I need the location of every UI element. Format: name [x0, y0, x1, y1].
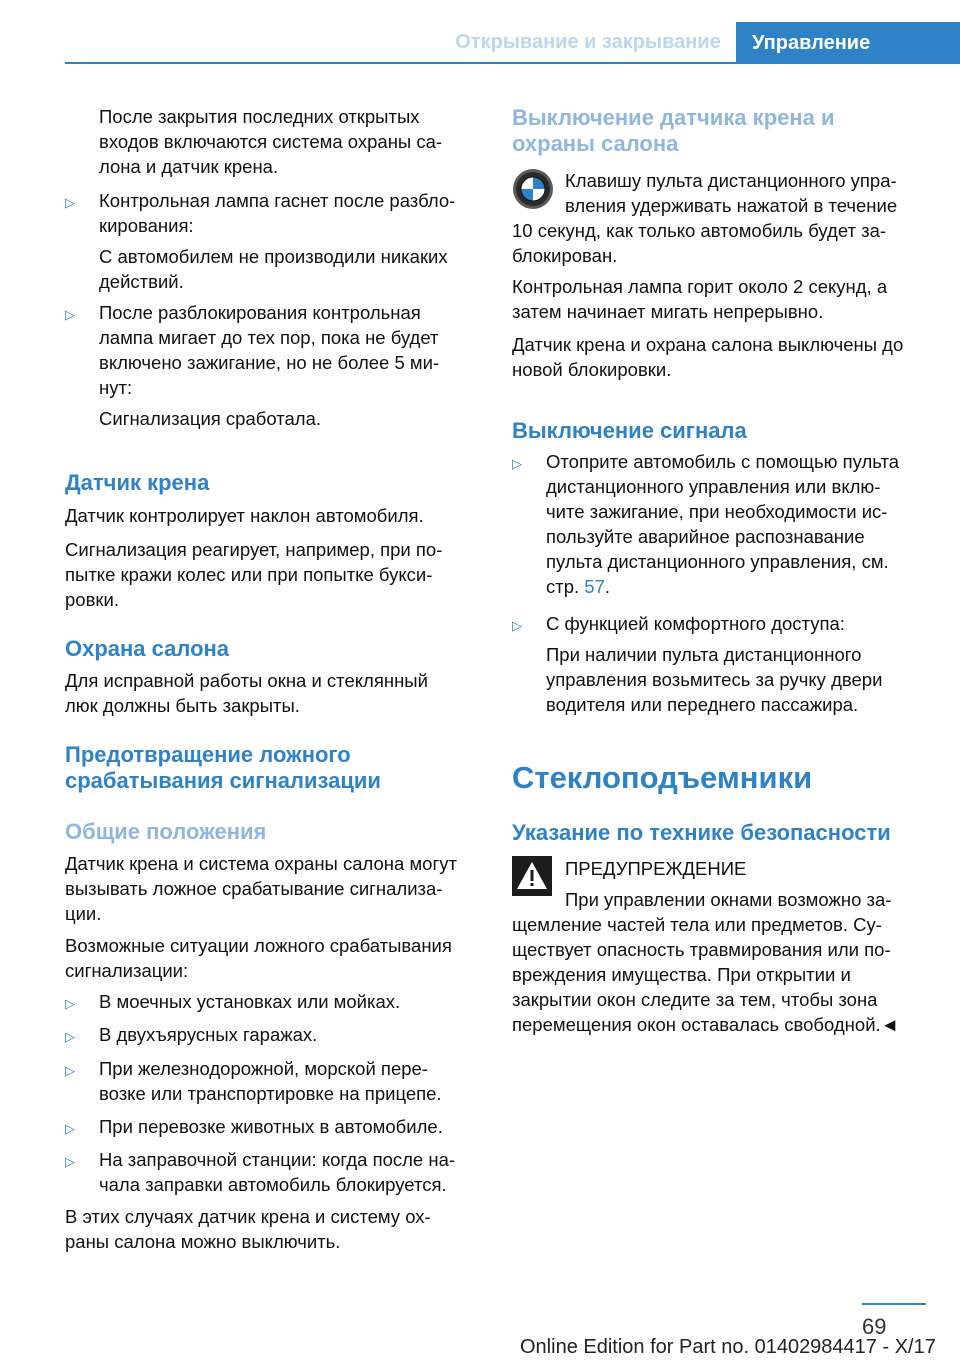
text-line: В этих случаях датчик крена и систему ох-: [65, 1206, 431, 1227]
text-line: С автомобилем не производили никаких: [99, 246, 448, 267]
text-line: При железнодорожной, морской пере-: [99, 1058, 428, 1079]
text-line: лампа мигает до тех пор, пока не будет: [99, 327, 439, 348]
text-line: [546, 574, 899, 599]
text-line: ровки.: [65, 589, 119, 610]
bullet-icon: ▷: [512, 456, 522, 471]
disable-paragraph-2: [512, 274, 887, 324]
text-line: После закрытия последних открытых: [99, 106, 420, 127]
bullet-icon: ▷: [512, 618, 522, 633]
text-line: Отоприте автомобиль с помощью пульта: [546, 451, 900, 472]
text-line: Датчик крена и охрана салона выключены до: [512, 334, 904, 355]
text-line: чала заправки автомобиль блокируется.: [99, 1174, 447, 1195]
bmw-logo-icon: [512, 168, 554, 210]
bullet-lamp-off: [99, 188, 455, 238]
cabin-paragraph: [65, 668, 428, 718]
warning-title: ПРЕДУПРЕЖДЕНИЕ: [565, 858, 747, 879]
general-heading: Общие положения: [65, 819, 267, 844]
bullet-lamp-blink-sub: Сигнализация сработала.: [99, 408, 322, 429]
text-line: Предотвращение ложного: [65, 742, 351, 767]
disable-paragraph-1b: [512, 218, 886, 268]
bullet-icon: ▷: [65, 1121, 75, 1136]
text-line: Возможные ситуации ложного срабатывания: [65, 935, 452, 956]
header-chapter-tab[interactable]: Управление: [736, 22, 960, 64]
text-line: Выключение датчика крена и: [512, 105, 835, 130]
page-number: 69: [862, 1314, 887, 1339]
bullet-icon: ▷: [65, 1029, 75, 1044]
false-alarm-heading: [65, 742, 381, 794]
text-line: управления возьмитесь за ручку двери: [546, 669, 883, 690]
list-item: [99, 1056, 442, 1106]
list-item: В моечных установках или мойках.: [99, 991, 401, 1012]
text-line: После разблокирования контрольная: [99, 302, 421, 323]
alarm-bullet-1: [546, 449, 899, 599]
list-item: [99, 1147, 455, 1197]
text-line: Для исправной работы окна и стеклянный: [65, 670, 428, 691]
text-line: ции.: [65, 903, 102, 924]
warning-line-1: При управлении окнами возможно за-: [565, 889, 892, 910]
text-line: закрытии окон следите за тем, чтобы зона: [512, 989, 878, 1010]
text-line: люк должны быть закрыты.: [65, 695, 300, 716]
footer-edition: Online Edition for Part no. 01402984417 - X/17: [520, 1336, 936, 1358]
text-line: пользуйте аварийное распознавание: [546, 526, 865, 547]
text-line: включено зажигание, но не более 5 ми-: [99, 352, 440, 373]
bullet-lamp-blink: [99, 300, 439, 400]
text-line: возке или транспортировке на прицепе.: [99, 1083, 442, 1104]
disable-sensor-heading: [512, 105, 835, 157]
text-line: новой блокировки.: [512, 359, 672, 380]
text-line: раны салона можно выключить.: [65, 1231, 341, 1252]
text-fragment: .: [604, 576, 611, 597]
text-line: дистанционного управления или вклю-: [546, 476, 881, 497]
header-section-title: Открывание и закрывание: [455, 31, 721, 53]
general-paragraph-2: [65, 933, 452, 983]
text-line: лона и датчик крена.: [99, 156, 279, 177]
text-line: охраны салона: [512, 131, 679, 156]
bullet-icon: ▷: [65, 307, 75, 322]
bullet-icon: ▷: [65, 195, 75, 210]
disable-paragraph-1a: [565, 168, 897, 218]
list-item: В двухъярусных гаражах.: [99, 1024, 318, 1045]
bullet-icon: ▷: [65, 1154, 75, 1169]
bullet-icon: ▷: [65, 996, 75, 1011]
header-divider: [65, 62, 960, 64]
page-reference-link[interactable]: 57: [584, 576, 605, 597]
text-line: сигнализации:: [65, 960, 189, 981]
safety-heading: Указание по технике безопасности: [512, 820, 891, 845]
text-line: кирования:: [99, 215, 194, 236]
disable-alarm-heading: Выключение сигнала: [512, 418, 747, 443]
text-line: Контрольная лампа гаснет после разбло-: [99, 190, 456, 211]
text-line: На заправочной станции: когда после на-: [99, 1149, 456, 1170]
text-line: Контрольная лампа горит около 2 секунд, а: [512, 276, 888, 297]
text-line: водителя или переднего пассажира.: [546, 694, 859, 715]
text-line: Сигнализация реагирует, например, при по-: [65, 539, 443, 560]
text-line: ществует опасность травмирования или по-: [512, 939, 891, 960]
alarm-bullet-2: С функцией комфортного доступа:: [546, 613, 845, 634]
alarm-bullet-2-sub: [546, 642, 882, 717]
warning-text: [512, 912, 899, 1037]
text-line: входов включаются система охраны са-: [99, 131, 443, 152]
text-line: При наличии пульта дистанционного: [546, 644, 862, 665]
windows-heading: Стеклоподъемники: [512, 760, 813, 795]
tilt-paragraph-1: Датчик контролирует наклон автомобиля.: [65, 505, 424, 526]
text-line: блокирован.: [512, 245, 618, 266]
closing-paragraph: [65, 1204, 431, 1254]
general-paragraph-1: [65, 851, 457, 926]
text-line: пытке кражи колес или при попытке букси-: [65, 564, 433, 585]
cabin-protection-heading: Охрана салона: [65, 636, 230, 661]
text-line: вызывать ложное срабатывание сигнализа-: [65, 878, 443, 899]
intro-paragraph: [99, 104, 442, 179]
text-line: чите зажигание, при необходимости ис-: [546, 501, 888, 522]
tilt-sensor-heading: Датчик крена: [65, 470, 210, 495]
text-line: Клавишу пульта дистанционного упра-: [565, 170, 897, 191]
text-line: пульта дистанционного управления, см.: [546, 551, 889, 572]
text-line: щемление частей тела или предметов. Су-: [512, 914, 882, 935]
text-line: действий.: [99, 271, 184, 292]
warning-triangle-icon: [512, 856, 552, 896]
disable-paragraph-3: [512, 332, 903, 382]
list-item: При перевозке животных в автомобиле.: [99, 1116, 443, 1137]
tilt-paragraph-2: [65, 537, 442, 612]
text-line: срабатывания сигнализации: [65, 768, 381, 793]
text-line: нут:: [99, 377, 133, 398]
text-fragment: стр.: [546, 576, 585, 597]
text-line: перемещения окон оставалась свободной.◄: [512, 1014, 899, 1035]
text-line: Датчик крена и система охраны салона могут: [65, 853, 457, 874]
text-line: вления удерживать нажатой в течение: [565, 195, 898, 216]
bullet-icon: ▷: [65, 1063, 75, 1078]
footer-divider: [862, 1303, 926, 1305]
text-line: 10 секунд, как только автомобиль будет за-: [512, 220, 887, 241]
text-line: затем начинает мигать непрерывно.: [512, 301, 824, 322]
bullet-lamp-off-sub: [99, 244, 448, 294]
text-line: вреждения имущества. При открытии и: [512, 964, 851, 985]
